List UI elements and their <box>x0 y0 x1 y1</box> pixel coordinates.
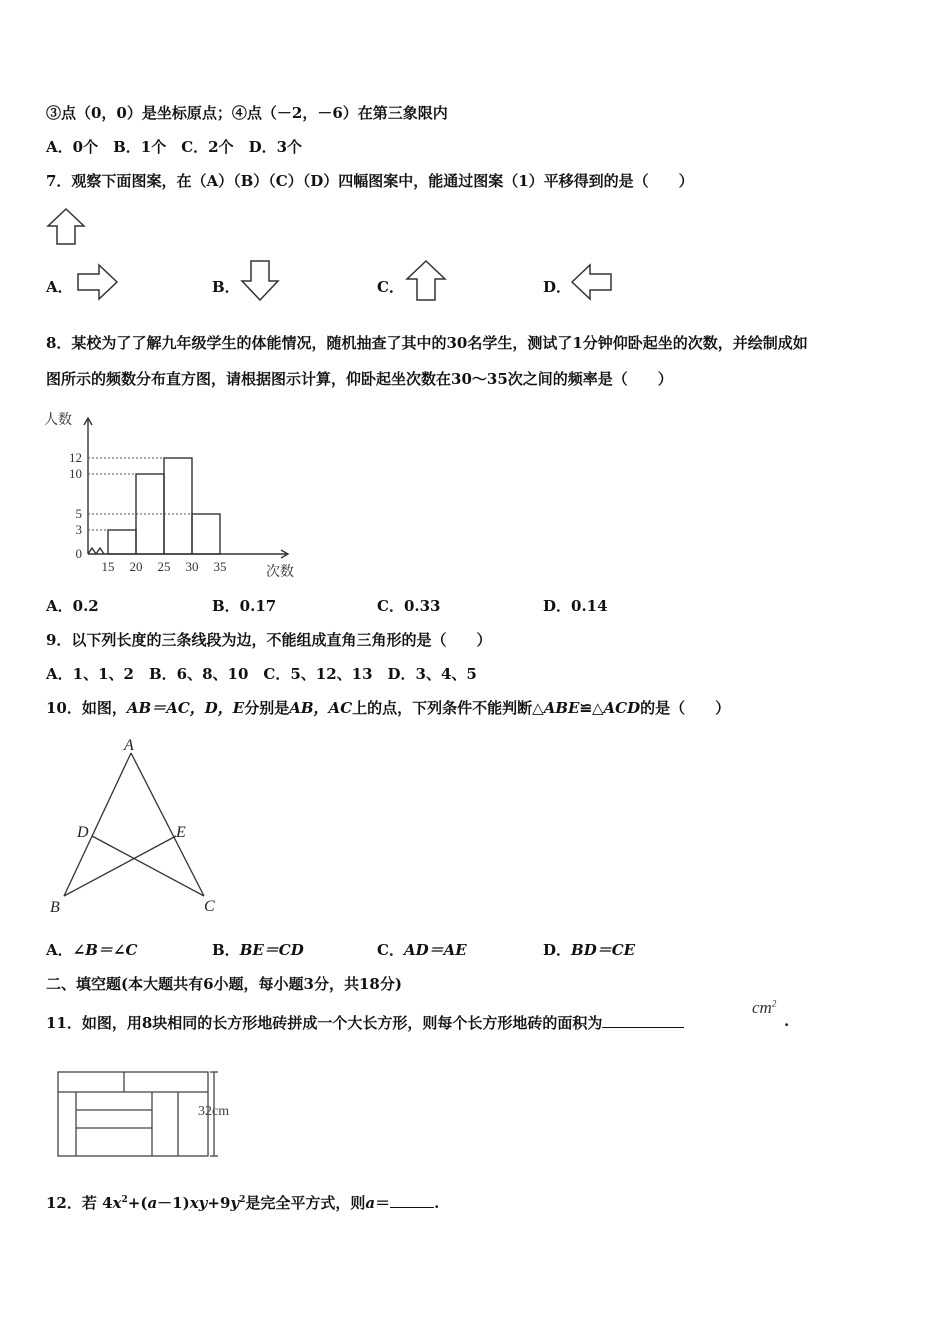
y-tick-label: 12 <box>69 450 82 465</box>
side-ac <box>131 753 204 896</box>
x-tick-label: 20 <box>129 559 143 574</box>
q8-option-a: A．0.2 <box>46 597 99 615</box>
q7-option-b-figure <box>238 258 282 302</box>
point-d-label: D <box>77 824 89 841</box>
q12-answer-blank[interactable] <box>390 1193 434 1208</box>
q10-triangle-figure <box>44 736 224 916</box>
q10-option-d: D．BD＝CE <box>543 941 636 959</box>
q7-option-d-label: D． <box>543 278 572 296</box>
dimension-label: 32cm <box>198 1104 230 1119</box>
q7-option-c-label: C． <box>377 278 404 296</box>
x-tick-label: 25 <box>157 559 171 574</box>
q7-option-a-label: A． <box>46 278 73 296</box>
y-axis-label: 人数 <box>44 413 72 428</box>
x-axis-label: 次数 <box>266 565 294 580</box>
histogram-bar <box>192 514 220 554</box>
q8-stem-line1: 8．某校为了了解九年级学生的体能情况，随机抽查了其中的30名学生，测试了1分钟仰卧起坐的次数，并绘制成如 <box>46 334 808 352</box>
section-2-heading: 二、填空题(本大题共有6小题，每小题3分，共18分) <box>46 975 402 993</box>
x-tick-label: 35 <box>213 559 227 574</box>
y-tick-label: 10 <box>69 466 82 481</box>
q10-option-a: A．∠B＝∠C <box>46 941 138 959</box>
q11-unit: $cm^2$ <box>752 998 777 1017</box>
down-arrow-icon <box>242 261 278 300</box>
vertex-c-label: C <box>204 898 215 915</box>
histogram-bar <box>164 458 192 554</box>
side-ab <box>64 753 131 896</box>
segment-cd <box>92 836 204 896</box>
q7-figure-original-up-arrow <box>44 207 88 247</box>
q8-option-b: B．0.17 <box>212 597 277 615</box>
up-arrow-icon <box>407 261 445 300</box>
segment-be <box>64 836 176 896</box>
x-tick-label: 30 <box>185 559 199 574</box>
q9-options: A．1、1、2 B．6、8、10 C．5、12、13 D．3、4、5 <box>46 665 477 683</box>
q9-stem: 9．以下列长度的三条线段为边，不能组成直角三角形的是（ ） <box>46 631 492 649</box>
axis-break-mark <box>88 548 104 554</box>
left-arrow-icon <box>572 265 611 299</box>
up-arrow-icon <box>48 209 84 244</box>
right-arrow-icon <box>78 265 117 299</box>
q11-answer-blank[interactable] <box>602 1013 684 1028</box>
q11-stem: 11．如图，用8块相同的长方形地砖拼成一个大长方形，则每个长方形地砖的面积为 <box>46 1012 684 1033</box>
q7-option-b-label: B． <box>212 278 240 296</box>
vertex-a-label: A <box>124 737 134 754</box>
q10-option-b: B．BE＝CD <box>212 941 304 959</box>
q11-end: . <box>784 1012 790 1030</box>
q6-options: A．0个 B．1个 C．2个 D．3个 <box>46 138 303 156</box>
q8-option-d: D．0.14 <box>543 597 608 615</box>
outer-rectangle <box>58 1072 208 1156</box>
q7-stem: 7．观察下面图案，在（A）（B）（C）（D）四幅图案中，能通过图案（1）平移得到的是（ ） <box>46 172 694 190</box>
q8-option-c: C．0.33 <box>377 597 441 615</box>
q8-stem-line2: 图所示的频数分布直方图，请根据图示计算，仰卧起坐次数在30～35次之间的频率是（ ） <box>46 370 673 388</box>
prev-question-line: ③点（0，0）是坐标原点；④点（－2，－6）在第三象限内 <box>46 104 448 122</box>
q10-stem: 10．如图，AB＝AC，D，E分别是AB，AC上的点，下列条件不能判断△ABE≌△ACD的是（ ） <box>46 699 731 717</box>
y-tick-label: 0 <box>75 546 82 561</box>
q12-stem: 12．若 $4x^2+(a-1)xy+9y^2$是完全平方式，则a＝ . <box>46 1194 440 1212</box>
q7-option-c-figure <box>403 258 449 302</box>
q7-option-d-figure <box>570 262 614 302</box>
y-tick-label: 3 <box>75 522 82 537</box>
q10-option-c: C．AD＝AE <box>377 941 467 959</box>
point-e-label: E <box>176 824 186 841</box>
q7-option-a-figure <box>75 262 119 302</box>
histogram-bar <box>108 530 136 554</box>
q11-tiles-figure <box>54 1068 254 1160</box>
vertex-b-label: B <box>50 899 60 916</box>
y-tick-label: 5 <box>75 506 82 521</box>
x-tick-label: 15 <box>101 559 115 574</box>
q8-histogram <box>40 408 310 580</box>
